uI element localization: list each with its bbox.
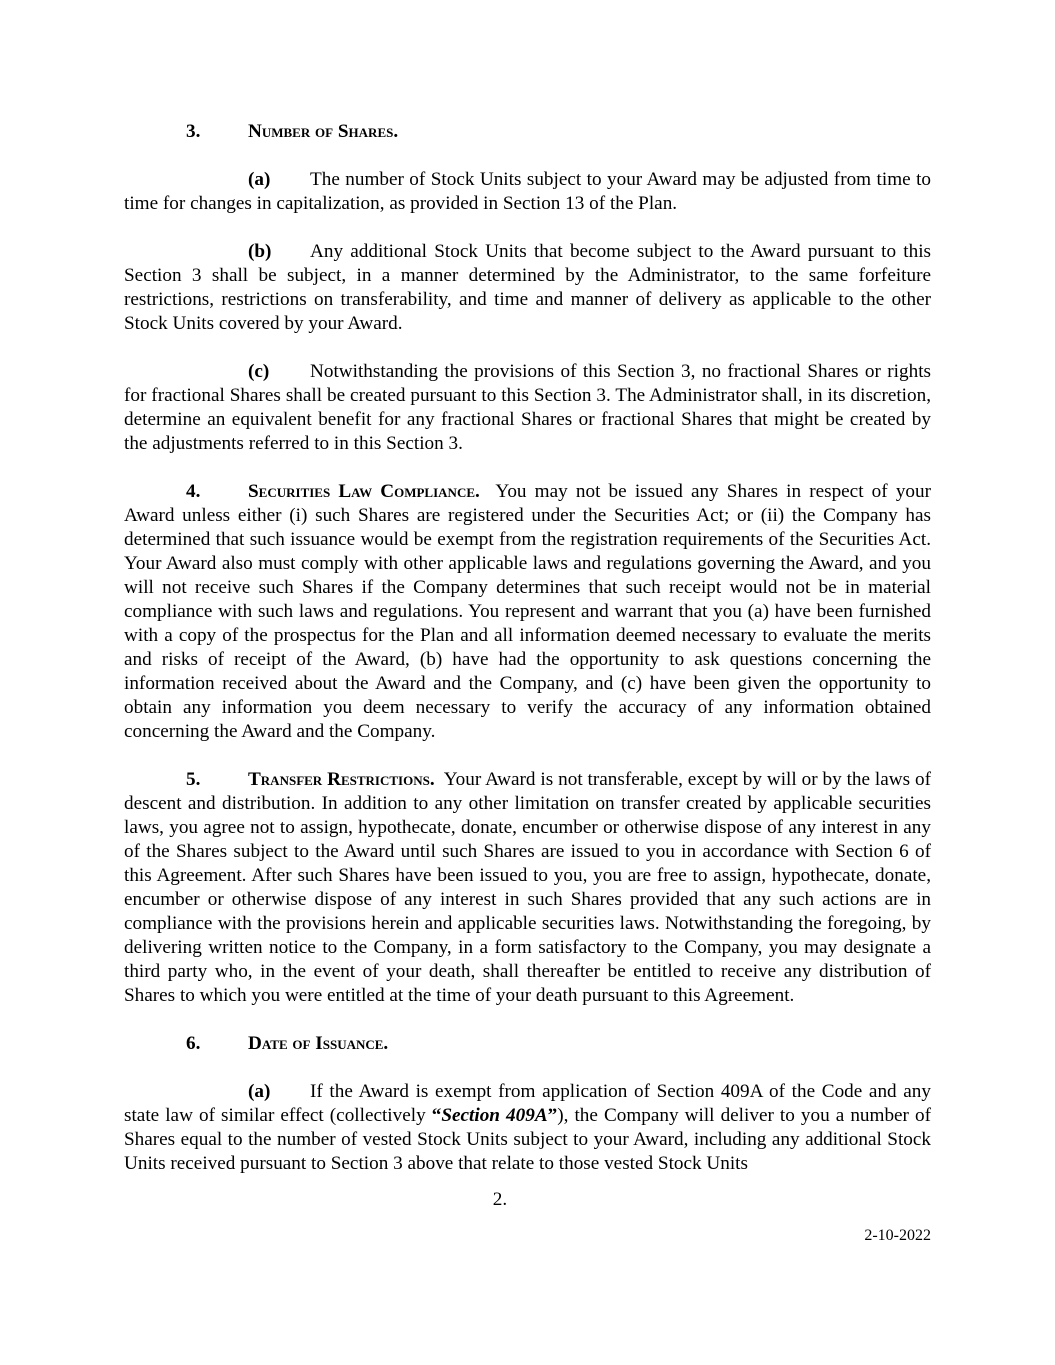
section-4-number: 4. xyxy=(186,481,201,502)
section-3a-paragraph xyxy=(124,168,931,216)
section-4-title: Securities Law Compliance. xyxy=(248,481,480,502)
section-6-heading xyxy=(124,1032,931,1056)
section-3-heading xyxy=(124,120,931,144)
section-5-title: Transfer Restrictions. xyxy=(248,769,435,790)
section-6a-close-quote: ” xyxy=(547,1105,558,1126)
section-6a-label: (a) xyxy=(248,1081,271,1102)
section-6-number: 6. xyxy=(186,1033,201,1054)
section-6a-text-before: If the Award is exempt from application of Section 409A of the Code and any state law of similar effect (collectively xyxy=(124,1081,931,1126)
section-3c-label: (c) xyxy=(248,361,270,382)
section-3b-label: (b) xyxy=(248,241,272,262)
section-3a-label: (a) xyxy=(248,169,271,190)
section-5-paragraph xyxy=(124,768,931,1008)
section-4-text: You may not be issued any Shares in respect of your Award unless either (i) such Shares are registered under the Securities Act; or (ii) the Company has determined that such issuance would be exempt from the registration requirements of the Securities Act. Your Award also must comply with other applicable laws and regulations governing the Award, and you will not receive such Shares if the Company determines that such receipt would not be in material compliance with such laws and regulations. You represent and warrant that you (a) have been furnished with a copy of the prospectus for the Plan and all information deemed necessary to evaluate the merits and risks of receipt of the Award, (b) have had the opportunity to ask questions concerning the information received about the Award and the Company, and (c) have been given the opportunity to obtain any information you deem necessary to verify the accuracy of any information obtained concerning the Award and the Company. xyxy=(124,481,931,742)
section-3c-paragraph xyxy=(124,360,931,456)
section-6a-defined-term: Section 409A xyxy=(441,1105,548,1126)
document-date-code: 2-10-2022 xyxy=(864,1227,931,1244)
section-3-title: Number of Shares. xyxy=(248,121,399,142)
section-3-number: 3. xyxy=(186,121,201,142)
section-5-text: Your Award is not transferable, except by will or by the laws of descent and distribution. In addition to any other limitation on transfer created by applicable securities laws, you agree not to assign, hypothecate, donate, encumber or otherwise dispose of any interest in any of the Shares subject to the Award until such Shares are issued to you in accordance with Section 6 of this Agreement. After such Shares have been issued to you, you are free to assign, hypothecate, donate, encumber or otherwise dispose of any interest in such Shares provided that any such actions are in compliance with the provisions herein and applicable securities laws. Notwithstanding the foregoing, by delivering written notice to the Company, in a form satisfactory to the Company, you may designate a third party who, in the event of your death, shall thereafter be entitled to receive any distribution of Shares to which you were entitled at the time of your death pursuant to this Agreement. xyxy=(124,769,931,1006)
section-3b-text: Any additional Stock Units that become subject to the Award pursuant to this Section 3 shall be subject, in a manner determined by the Administrator, to the same forfeiture restrictions, restrictions on transferability, and time and manner of delivery as applicable to the other Stock Units covered by your Award. xyxy=(124,241,931,334)
section-6-title: Date of Issuance. xyxy=(248,1033,389,1054)
section-3b-paragraph xyxy=(124,240,931,336)
page-number: 2. xyxy=(492,1189,508,1210)
section-6a-open-quote: “ xyxy=(431,1105,442,1126)
section-4-paragraph xyxy=(124,480,931,744)
section-6a-paragraph xyxy=(124,1080,931,1176)
section-5-number: 5. xyxy=(186,769,201,790)
section-3a-text: The number of Stock Units subject to your Award may be adjusted from time to time for changes in capitalization, as provided in Section 13 of the Plan. xyxy=(124,169,931,214)
section-6a-text-after: ), the Company will deliver to you a number of Shares equal to the number of vested Stock Units subject to your Award, including any additional Stock Units received pursuant to Section 3 above that relate to those vested Stock Units xyxy=(124,1105,931,1174)
document-body xyxy=(124,120,931,1200)
section-3c-text: Notwithstanding the provisions of this Section 3, no fractional Shares or rights for fractional Shares shall be created pursuant to this Section 3. The Administrator shall, in its discretion, determine an equivalent benefit for any fractional Shares or fractional Shares that might be created by the adjustments referred to in this Section 3. xyxy=(124,361,931,454)
